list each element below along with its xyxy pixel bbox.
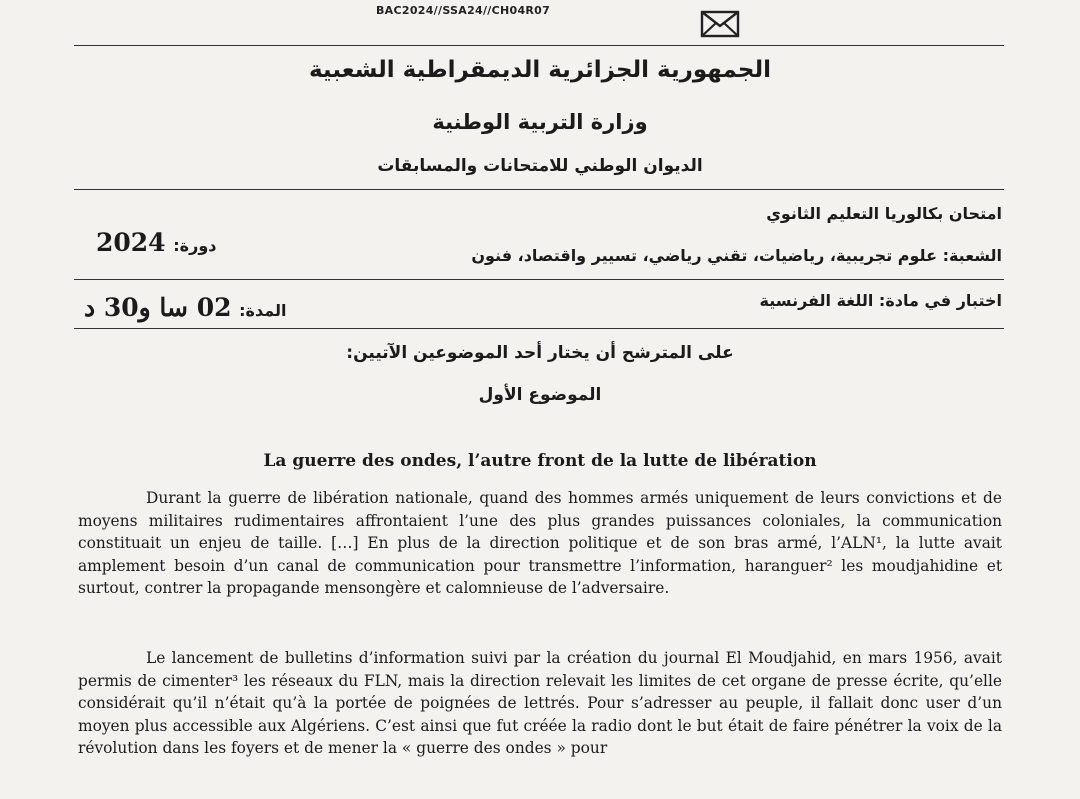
topic-heading: الموضوع الأول	[478, 385, 602, 405]
session-value: 2024	[96, 228, 166, 257]
duration-label: المدة:	[239, 301, 287, 320]
exam-name: امتحان بكالوريا التعليم الثانوي	[766, 204, 1002, 223]
envelope-icon	[700, 10, 740, 38]
top-rule	[74, 45, 1004, 46]
duration-value: 02 سا و30 د	[84, 293, 232, 322]
branch-rule	[74, 279, 1004, 280]
paragraph-1: Durant la guerre de libération nationale, quand des hommes armés uniquement de leurs convictions et de moyens militaires rudimentaires affrontaient l’une des plus grandes puissances coloniales, la communication constituait un enjeu de taille. […] En plus de la direction politique et de son bras armé, l’ALN¹, la lutte avait amplement besoin d’un canal de communication pour transmettre l’information, haranguer² les moudjahidine et surtout, contrer la propagande mensongère et calomnieuse de l’adversaire.	[78, 489, 1002, 597]
ministry-title: وزارة التربية الوطنية	[432, 110, 648, 134]
session	[96, 228, 216, 257]
text-title: La guerre des ondes, l’autre front de la lutte de libération	[263, 451, 817, 471]
instructions: على المترشح أن يختار أحد الموضوعين الآتيين:	[346, 343, 734, 363]
header-rule	[74, 189, 1004, 190]
paragraph-2: Le lancement de bulletins d’information suivi par la création du journal El Moudjahid, en mars 1956, avait permis de cimenter³ les réseaux du FLN, mais la direction relevait les limites de cet organe de presse écrite, qu’elle considérait qu’il n’était qu’à la portée de poignées de lettrés. Pour s’adresser au peuple, il fallait donc user d’un moyen plus accessible aux Algériens. C’est ainsi que fut créée la radio dont le but était de faire pénétrer la voix de la révolution dans les foyers et de mener la « guerre des ondes » pour	[78, 649, 1002, 757]
exam-code: BAC2024//SSA24//CH04R07	[376, 4, 551, 17]
office-title: الديوان الوطني للامتحانات والمسابقات	[377, 156, 703, 176]
exam-subject: اختبار في مادة: اللغة الفرنسية	[759, 291, 1002, 310]
duration	[84, 293, 286, 322]
subject-rule	[74, 328, 1004, 329]
republic-title: الجمهورية الجزائرية الديمقراطية الشعبية	[308, 57, 772, 83]
exam-branch: الشعبة: علوم تجريبية، رياضيات، تقني رياضي، تسيير واقتصاد، فنون	[471, 246, 1002, 265]
session-label: دورة:	[173, 236, 217, 255]
